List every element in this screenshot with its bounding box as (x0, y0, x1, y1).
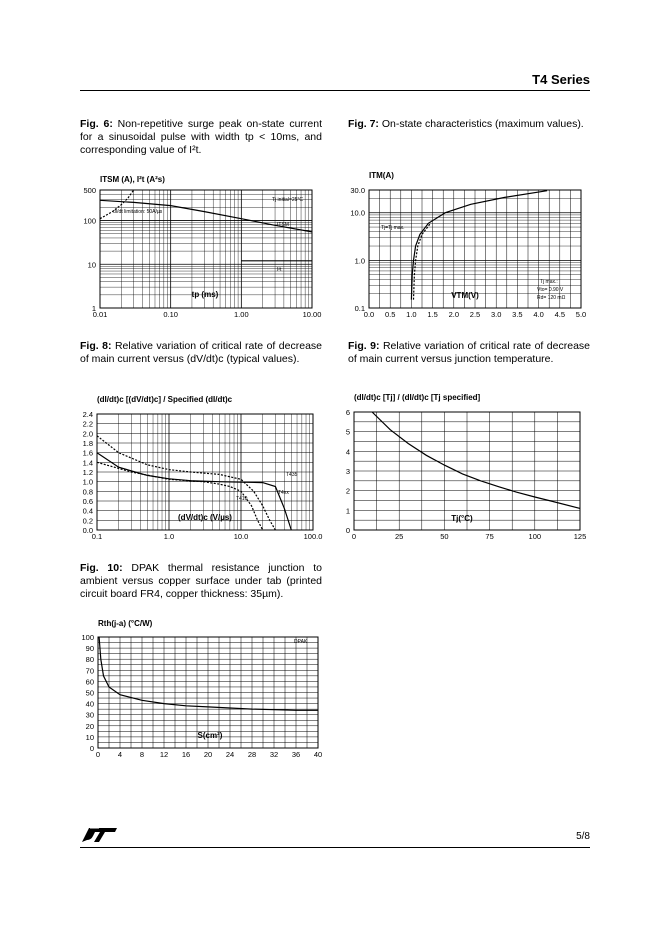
caption-text: On-state characteristics (maximum values). (381, 118, 584, 130)
x-tick-label: 3.0 (490, 310, 502, 319)
chart-title: ITSM (A), I²t (A²s) (100, 175, 165, 184)
y-tick-label: 2.0 (82, 429, 93, 439)
y-tick-label: 0.4 (82, 506, 93, 516)
chart-annotation: Tj max.: (540, 279, 558, 285)
caption-label: Fig. 9: (348, 340, 380, 352)
y-tick-label: 0.0 (82, 526, 93, 535)
x-tick-label: 32 (269, 750, 279, 759)
x-tick-label: 20 (203, 750, 213, 759)
x-tick-label: 4.5 (554, 310, 566, 319)
caption-label: Fig. 7: (348, 118, 379, 130)
y-tick-label: 30 (85, 710, 94, 720)
x-tick-label: 10.00 (302, 310, 322, 319)
x-tick-label: 10.0 (233, 532, 249, 541)
x-axis-label: Tj(°C) (451, 514, 473, 523)
series-line-tj-tj-max (411, 191, 547, 300)
x-axis-label: S(cm²) (197, 731, 223, 740)
y-tick-label: 0.8 (82, 487, 93, 497)
x-axis-label: tp (ms) (191, 290, 219, 299)
y-tick-label: 50 (85, 688, 94, 698)
y-tick-label: 30.0 (350, 186, 365, 195)
chart-annotation: Tj initial=25°C (272, 197, 304, 203)
chart-annotation: DPAK (294, 639, 308, 645)
y-tick-label: 80 (85, 655, 94, 665)
x-tick-label: 100 (528, 532, 542, 541)
chart-title: ITM(A) (369, 171, 394, 180)
x-tick-label: 24 (225, 750, 235, 759)
x-tick-label: 0 (95, 750, 101, 759)
x-tick-label: 75 (485, 532, 494, 541)
caption-text: DPAK thermal resistance junction to ambient versus copper surface under tab (printed circuit board FR4, copper thickness: 35µm). (80, 562, 322, 600)
series-title: T4 Series (532, 72, 590, 87)
y-tick-label: 0.6 (82, 497, 93, 506)
x-tick-label: 36 (291, 750, 301, 759)
y-tick-label: 100 (83, 216, 96, 226)
y-tick-label: 100 (81, 633, 94, 642)
y-tick-label: 1 (345, 506, 350, 516)
y-tick-label: 0 (89, 744, 94, 753)
chart-annotation: Tj=Tj max. (381, 225, 405, 231)
chart-annotation: dI/dt limitation: 50A/µs (113, 209, 163, 215)
chart-annotation: T435 (286, 472, 298, 478)
y-tick-label: 4 (345, 447, 350, 457)
x-tick-label: 5.0 (575, 310, 587, 319)
y-tick-label: 2.2 (82, 419, 93, 429)
fig8-chart (83, 395, 323, 541)
chart-annotation: Vto= 0.90 V (537, 287, 564, 293)
x-tick-label: 100.0 (303, 532, 323, 541)
y-tick-label: 5 (345, 427, 350, 437)
y-tick-label: 1.8 (82, 439, 93, 448)
x-tick-label: 0.1 (91, 532, 103, 541)
x-tick-label: 1.0 (163, 532, 175, 541)
chart-title: (dI/dt)c [(dV/dt)c] / Specified (dI/dt)c (97, 395, 233, 404)
y-tick-label: 70 (85, 666, 94, 676)
y-tick-label: 0 (345, 526, 350, 535)
x-tick-label: 2.0 (448, 310, 460, 319)
caption-text: Non-repetitive surge peak on-state current for a sinusoidal pulse with width tp < 10ms, and corresponding value of I²t. (80, 118, 323, 156)
chart-annotation: ITSM (277, 222, 289, 228)
caption-label: Fig. 6: (80, 118, 113, 130)
chart-title: Rth(j-a) (°C/W) (98, 619, 153, 628)
chart-annotation: T410 (236, 496, 248, 502)
y-tick-label: 6 (345, 408, 350, 417)
caption-label: Fig. 8: (80, 340, 112, 352)
x-tick-label: 0.10 (163, 310, 178, 319)
y-tick-label: 20 (85, 721, 94, 731)
y-tick-label: 1.6 (82, 448, 93, 458)
y-tick-label: 1.4 (82, 458, 93, 468)
st-logo-icon (79, 825, 119, 845)
y-tick-label: 3 (345, 467, 350, 476)
y-tick-label: 60 (85, 677, 94, 687)
x-tick-label: 40 (313, 750, 323, 759)
caption-label: Fig. 10: (80, 562, 123, 574)
chart-annotation: I²t (277, 267, 282, 273)
x-tick-label: 28 (247, 750, 257, 759)
x-tick-label: 1.00 (234, 310, 249, 319)
x-tick-label: 0.0 (363, 310, 375, 319)
y-tick-label: 2 (345, 486, 350, 496)
x-tick-label: 0 (351, 532, 357, 541)
x-tick-label: 125 (573, 532, 587, 541)
x-tick-label: 16 (181, 750, 191, 759)
fig9-chart (346, 393, 586, 541)
y-tick-label: 2.4 (82, 410, 93, 419)
caption-text: Relative variation of critical rate of decrease of main current versus (dV/dt)c (typical values). (80, 340, 322, 365)
x-tick-label: 50 (440, 532, 449, 541)
y-tick-label: 1.0 (82, 477, 93, 487)
x-axis-label: (dV/dt)c (V/µs) (178, 513, 232, 522)
chart-annotation: T4xx (278, 490, 289, 496)
series-line-ratio (372, 412, 580, 508)
caption-text: Relative variation of critical rate of decrease of main current versus junction temperature. (348, 340, 590, 365)
y-tick-label: 40 (85, 699, 94, 709)
x-tick-label: 0.01 (92, 310, 108, 319)
y-tick-label: 90 (85, 644, 94, 654)
y-tick-label: 1.2 (82, 468, 93, 477)
y-tick-label: 10 (85, 732, 94, 742)
x-tick-label: 4.0 (533, 310, 544, 319)
x-tick-label: 0.5 (384, 310, 396, 319)
page-number: 5/8 (576, 831, 590, 842)
y-tick-label: 0.1 (354, 304, 365, 313)
x-axis-label: VTM(V) (451, 291, 479, 300)
y-tick-label: 1 (91, 304, 96, 313)
chart-annotation: Rd= 120 mΩ (537, 295, 566, 301)
footer-rule (80, 847, 590, 848)
x-tick-label: 2.5 (469, 310, 481, 319)
x-tick-label: 25 (395, 532, 404, 541)
fig10-chart (81, 619, 322, 759)
x-tick-label: 4 (117, 750, 123, 759)
x-tick-label: 1.0 (406, 310, 417, 319)
x-tick-label: 1.5 (427, 310, 438, 319)
x-tick-label: 8 (139, 750, 145, 759)
x-tick-label: 3.5 (512, 310, 523, 319)
chart-title: (dI/dt)c [Tj] / (dI/dt)c [Tj specified] (354, 393, 481, 402)
grid (354, 412, 580, 530)
y-tick-label: 0.2 (82, 516, 93, 526)
y-tick-label: 500 (83, 186, 96, 195)
y-tick-label: 10.0 (350, 208, 365, 218)
y-tick-label: 1.0 (354, 256, 365, 266)
y-tick-label: 10 (87, 260, 96, 270)
x-tick-label: 12 (159, 750, 169, 759)
